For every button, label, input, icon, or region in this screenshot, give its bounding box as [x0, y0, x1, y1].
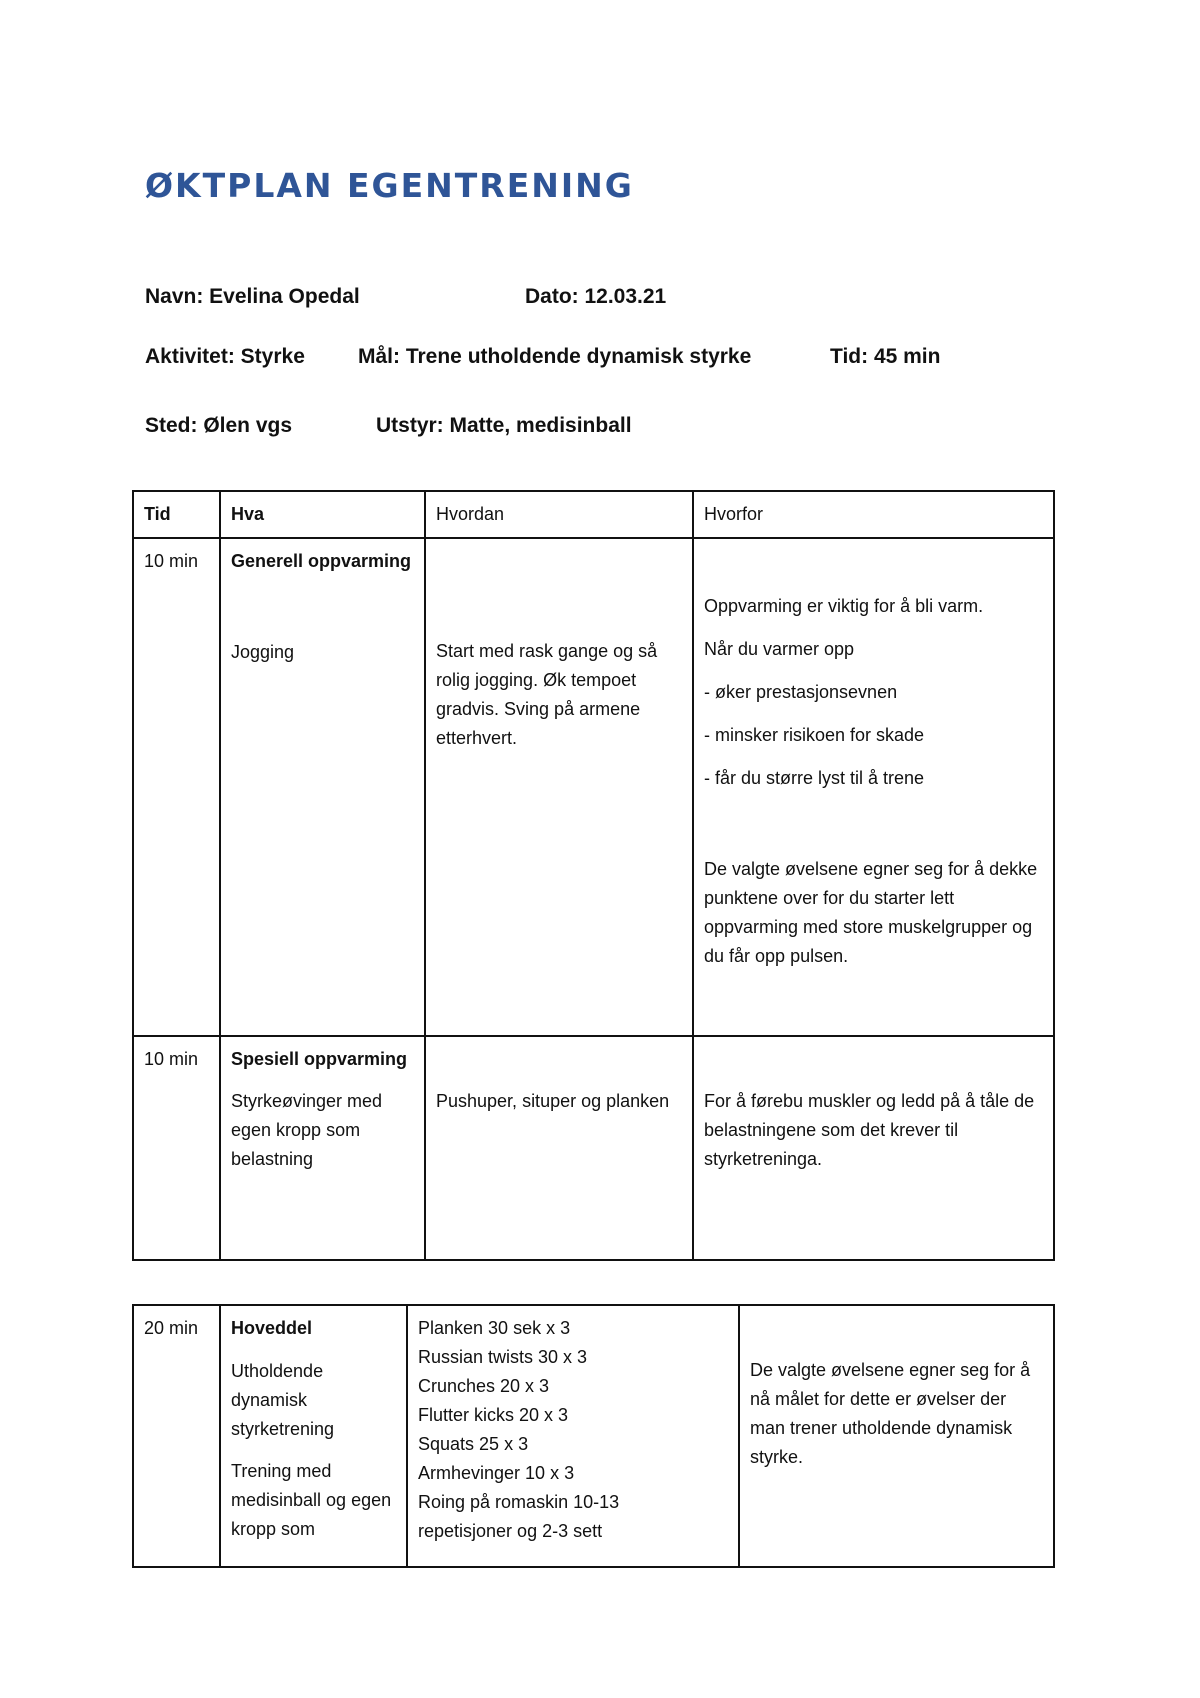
list-item: Crunches 20 x 3 [418, 1376, 550, 1396]
list-item: Roing på romaskin 10-13 repetisjoner og 2-3 sett [418, 1492, 620, 1541]
what-text: Styrkeøvinger med egen kropp som belastning [231, 1091, 383, 1169]
what-cell [220, 1036, 425, 1260]
session-plan-table [132, 490, 1055, 1261]
what-title: Generell oppvarming [231, 551, 412, 571]
why-line: - minsker risikoen for skade [704, 725, 925, 745]
what-text: Trening med medisinball og egen kropp som [231, 1461, 392, 1539]
place-field: Sted: Ølen vgs [145, 414, 293, 437]
table-row [133, 538, 1054, 1036]
how-cell [425, 1036, 693, 1260]
why-line: - øker prestasjonsevnen [704, 682, 898, 702]
header-hvordan: Hvordan [425, 491, 693, 538]
date-field: Dato: 12.03.21 [525, 285, 667, 308]
why-line: Når du varmer opp [704, 639, 855, 659]
how-text: Pushuper, situper og planken [436, 1091, 670, 1111]
what-text: Utholdende dynamisk styrketrening [231, 1361, 335, 1439]
goal-field: Mål: Trene utholdende dynamisk styrke [358, 345, 752, 368]
exercise-list-cell [407, 1305, 739, 1567]
why-text: De valgte øvelsene egner seg for å nå målet for dette er øvelser der man trener utholdende dynamisk styrke. [750, 1360, 1031, 1467]
list-item: Russian twists 30 x 3 [418, 1347, 588, 1367]
what-cell [220, 538, 425, 1036]
document-title: ØKTPLAN EGENTRENING [145, 166, 634, 205]
list-item: Armhevinger 10 x 3 [418, 1463, 575, 1483]
header-tid: Tid [133, 491, 220, 538]
what-cell [220, 1305, 407, 1567]
header-hva: Hva [220, 491, 425, 538]
why-cell [739, 1305, 1054, 1567]
why-cell [693, 1036, 1054, 1260]
why-cell [693, 538, 1054, 1036]
why-text: For å førebu muskler og ledd på å tåle de belastningene som det krever til styrketreninga. [704, 1091, 1035, 1169]
what-title: Spesiell oppvarming [231, 1049, 408, 1069]
main-part-table [132, 1304, 1055, 1568]
time-cell: 10 min [133, 1036, 220, 1260]
equipment-field: Utstyr: Matte, medisinball [376, 414, 632, 437]
what-title: Hoveddel [231, 1318, 313, 1338]
why-line: Oppvarming er viktig for å bli varm. [704, 596, 984, 616]
why-paragraph: De valgte øvelsene egner seg for å dekke punktene over for du starter lett oppvarming med store muskelgrupper og du får opp pulsen. [704, 859, 1038, 966]
why-line: - får du større lyst til å trene [704, 768, 925, 788]
table-header-row [133, 491, 1054, 538]
list-item: Planken 30 sek x 3 [418, 1318, 571, 1338]
table-row [133, 1305, 1054, 1567]
header-hvorfor: Hvorfor [693, 491, 1054, 538]
what-text: Jogging [231, 642, 295, 662]
time-cell: 10 min [133, 538, 220, 1036]
time-field: Tid: 45 min [830, 345, 941, 368]
list-item: Flutter kicks 20 x 3 [418, 1405, 569, 1425]
how-cell [425, 538, 693, 1036]
how-text: Start med rask gange og så rolig jogging. Øk tempoet gradvis. Sving på armene etterhvert. [436, 641, 658, 748]
list-item: Squats 25 x 3 [418, 1434, 529, 1454]
table-row [133, 1036, 1054, 1260]
time-cell: 20 min [133, 1305, 220, 1567]
name-field: Navn: Evelina Opedal [145, 285, 360, 308]
activity-field: Aktivitet: Styrke [145, 345, 305, 368]
